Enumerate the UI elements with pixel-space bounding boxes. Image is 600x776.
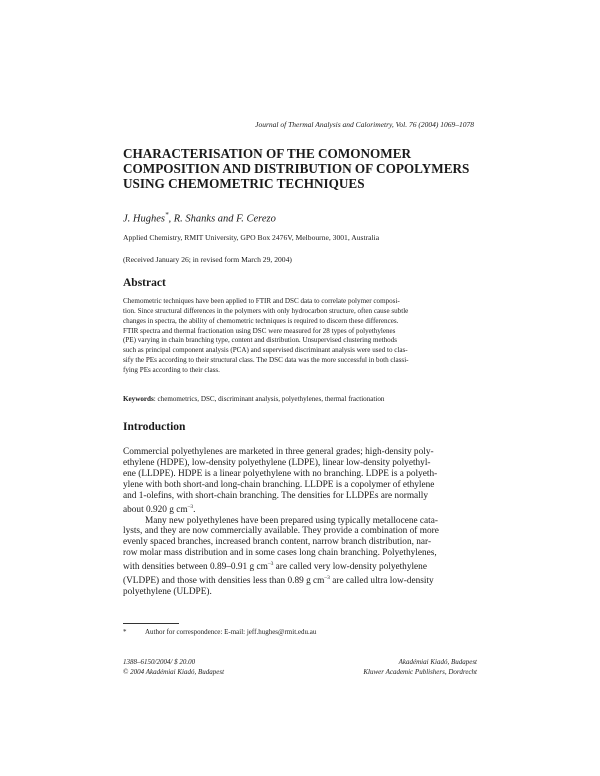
abstract-line: (PE) varying in chain branching type, content and distribution. Unsupervised clustering methods bbox=[123, 336, 398, 345]
issn-price: 1388–6150/2004/ $ 20.00 bbox=[123, 658, 196, 666]
intro-line: ylene with both short-and long-chain branching. LLDPE is a copolymer of ethylene bbox=[123, 479, 435, 490]
intro-line: row molar mass distribution and in some cases long chain branching. Polyethylenes, bbox=[123, 548, 437, 559]
intro-text: . bbox=[193, 504, 196, 515]
intro-line: lysts, and they are now commercially available. They provide a combination of more bbox=[123, 526, 439, 537]
other-authors: , R. Shanks and F. Cerezo bbox=[168, 213, 276, 225]
introduction-heading: Introduction bbox=[123, 421, 186, 433]
intro-line bbox=[123, 502, 479, 516]
abstract-line: tion. Since structural differences in the polymers with only hydrocarbon structure, often cause subtle bbox=[123, 306, 409, 315]
abstract-line: fying PEs according to their class. bbox=[123, 365, 220, 374]
intro-line: and 1-olefins, with short-chain branching. The densities for LLDPEs are normally bbox=[123, 490, 428, 501]
keywords-text: : chemometrics, DSC, discriminant analysis, polyethylenes, thermal fractionation bbox=[153, 395, 385, 403]
intro-line: Commercial polyethylenes are marketed in three general grades; high-density poly- bbox=[123, 447, 434, 457]
intro-text: about 0.920 g cm bbox=[123, 504, 188, 515]
intro-text: (VLDPE) and those with densities less than 0.89 g cm bbox=[123, 576, 325, 587]
title-line: CHARACTERISATION OF THE COMONOMER bbox=[123, 146, 412, 161]
footnote-text: Author for correspondence: E-mail: jeff.hughes@rmit.edu.au bbox=[145, 628, 317, 636]
footnote-divider bbox=[123, 623, 179, 624]
intro-text: with densities between 0.89–0.91 g cm bbox=[123, 562, 268, 573]
footer-left bbox=[123, 657, 224, 677]
intro-line bbox=[123, 573, 479, 587]
corresponding-star: * bbox=[165, 211, 169, 219]
title-line: USING CHEMOMETRIC TECHNIQUES bbox=[123, 176, 365, 191]
copyright: © 2004 Akadémiai Kiadó, Budapest bbox=[123, 668, 225, 676]
footnote bbox=[123, 628, 316, 636]
keywords-label: Keywords bbox=[123, 395, 154, 403]
received-dates: (Received January 26; in revised form March 29, 2004) bbox=[123, 255, 292, 264]
keywords bbox=[123, 395, 384, 403]
journal-header: Journal of Thermal Analysis and Calorimetry, Vol. 76 (2004) 1069–1078 bbox=[255, 120, 474, 129]
abstract-line: FTIR spectra and thermal fractionation using DSC were measured for 28 types of polyethylenes bbox=[123, 326, 396, 335]
author-list bbox=[123, 211, 276, 225]
paper-title bbox=[123, 146, 483, 191]
publisher: Akadémiai Kiadó, Budapest bbox=[398, 658, 477, 666]
intro-text: are called very low-density polyethylene bbox=[273, 562, 427, 573]
introduction-body bbox=[123, 447, 479, 598]
title-line: COMPOSITION AND DISTRIBUTION OF COPOLYMERS bbox=[123, 161, 470, 176]
intro-line bbox=[123, 559, 479, 573]
abstract-line: changes in spectra, the ability of chemometric techniques is required to discern these differences. bbox=[123, 316, 399, 325]
affiliation: Applied Chemistry, RMIT University, GPO Box 2476V, Melbourne, 3001, Australia bbox=[123, 233, 380, 242]
intro-line: Many new polyethylenes have been prepared using typically metallocene cata- bbox=[145, 515, 438, 526]
intro-line: polyethylene (ULDPE). bbox=[123, 587, 212, 598]
abstract-heading: Abstract bbox=[123, 277, 166, 289]
footer-right bbox=[363, 657, 477, 677]
co-publisher: Kluwer Academic Publishers, Dordrecht bbox=[363, 668, 477, 676]
intro-line: ene (LLDPE). HDPE is a linear polyethylene with no branching. LDPE is a polyeth- bbox=[123, 468, 438, 479]
intro-line: ethylene (HDPE), low-density polyethylene (LDPE), linear low-density polyethyl- bbox=[123, 457, 431, 468]
abstract-line: Chemometric techniques have been applied to FTIR and DSC data to correlate polymer composi- bbox=[123, 297, 400, 305]
superscript: –3 bbox=[187, 503, 194, 510]
abstract-body bbox=[123, 297, 479, 376]
first-author: J. Hughes bbox=[123, 213, 165, 225]
abstract-line: such as principal component analysis (PCA) and supervised discriminant analysis were used to clas- bbox=[123, 346, 408, 355]
abstract-line: sify the PEs according to their structural class. The DSC data was the more successful in both classi- bbox=[123, 356, 409, 365]
intro-line: evenly spaced branches, increased branch content, narrow branch distribution, nar- bbox=[123, 537, 432, 548]
intro-text: are called ultra low-density bbox=[329, 576, 434, 587]
footnote-star: * bbox=[123, 628, 127, 636]
superscript: –3 bbox=[324, 575, 330, 582]
superscript: –3 bbox=[267, 561, 274, 568]
